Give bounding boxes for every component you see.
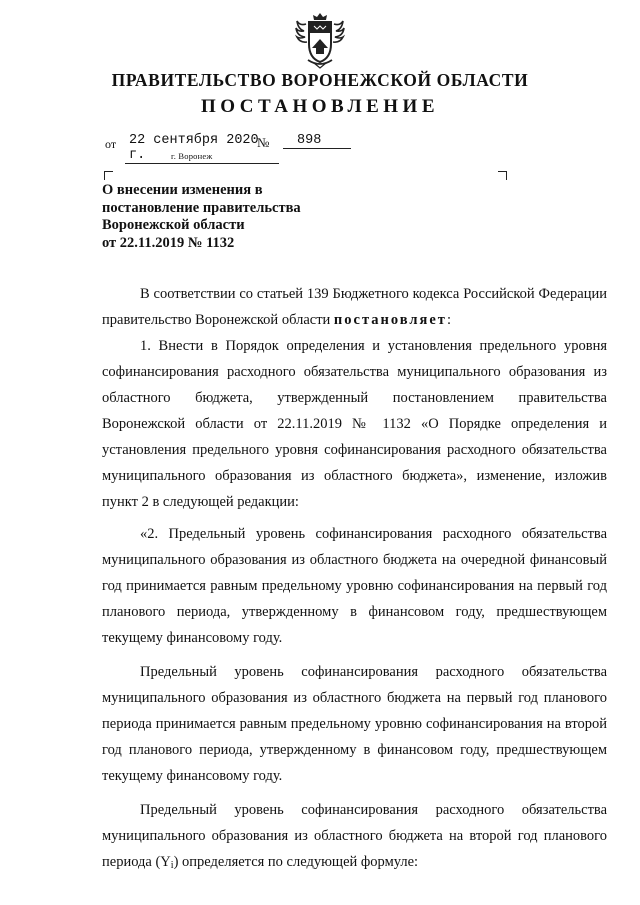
decree-date: 22 сентября 2020 г. xyxy=(125,133,279,164)
subject-line: О внесении изменения в xyxy=(102,182,263,198)
subject-line: Воронежской области xyxy=(102,217,245,233)
subject-bracket-left xyxy=(104,171,113,180)
city-label: г. Воронеж xyxy=(171,151,213,161)
preamble-paragraph xyxy=(102,281,607,333)
subject-bracket-right xyxy=(498,171,507,180)
clause-2-paragraph: «2. Предельный уровень софинансирования расходного обязательства муниципального образования из областного бюджета на очередной финансовый год принимается равным предельному уровню софинансирования на первый год планового периода, утвержденному в финансовом году, предшествующем текущему финансовому году. xyxy=(102,526,607,646)
clause-2-paragraph-2: Предельный уровень софинансирования расходного обязательства муниципального образования из областного бюджета на первый год планового периода принимается равным предельному уровню софинансирования на второй год планового периода, утвержденному в финансовом году, предшествующем текущему финансовому году. xyxy=(102,664,607,784)
organization-name: ПРАВИТЕЛЬСТВО ВОРОНЕЖСКОЙ ОБЛАСТИ xyxy=(111,70,529,90)
subject-line: от 22.11.2019 № 1132 xyxy=(102,234,235,251)
number-label: № xyxy=(257,135,270,150)
formula-intro-text: Предельный уровень софинансирования расходного обязательства муниципального образования из областного бюджета на второй год планового периода (Y xyxy=(102,802,607,870)
coat-of-arms-emblem xyxy=(294,10,346,70)
decree-keyword: постановляет xyxy=(333,312,447,328)
clause-1-paragraph: 1. Внести в Порядок определения и установления предельного уровня софинансирования расходного обязательства муниципального образования из областного бюджета, утвержденный постановлением правительства Воронежской области от 22.11.2019 № 1132 «О Порядке определения и установления предельного уровня софинансирования расходного обязательства муниципального образования из областного бюджета», изменение, изложив пункт 2 в следующей редакции: xyxy=(102,338,607,510)
preamble-text: В соответствии со статьей 139 Бюджетного кодекса Российской Федерации правительство Воронежской области xyxy=(102,286,607,328)
document-type-title: ПОСТАНОВЛЕНИЕ xyxy=(200,96,440,117)
clause-2-paragraph-3 xyxy=(102,797,607,879)
decree-subject xyxy=(102,182,362,252)
date-prefix-label: от xyxy=(105,137,117,151)
formula-subscript: i xyxy=(170,860,174,871)
decree-number: 898 xyxy=(283,133,351,149)
preamble-end: : xyxy=(446,312,451,328)
subject-line: постановление правительства xyxy=(102,199,301,216)
decree-body xyxy=(102,281,607,879)
formula-intro-end: ) определяется по следующей формуле: xyxy=(173,854,419,870)
